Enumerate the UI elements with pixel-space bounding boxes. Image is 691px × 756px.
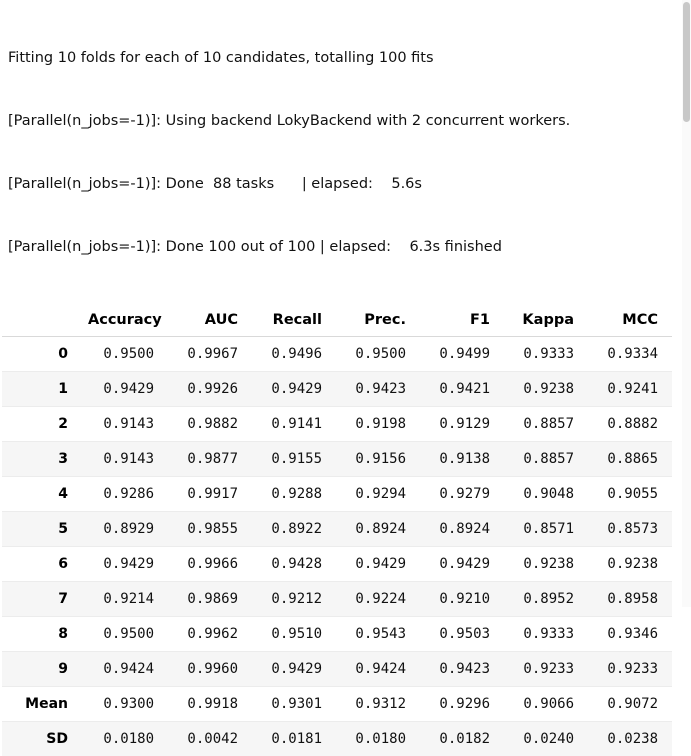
cell-f1: 0.9421 xyxy=(420,372,504,407)
cell-prec: 0.9156 xyxy=(336,442,420,477)
column-header-auc: AUC xyxy=(168,308,252,337)
cell-f1: 0.9129 xyxy=(420,407,504,442)
cell-mcc: 0.9055 xyxy=(588,477,672,512)
cell-f1: 0.9138 xyxy=(420,442,504,477)
cell-kappa: 0.8571 xyxy=(504,512,588,547)
cell-mcc: 0.0238 xyxy=(588,722,672,756)
cell-mcc: 0.8958 xyxy=(588,582,672,617)
cell-accuracy: 0.9214 xyxy=(84,582,168,617)
cell-prec: 0.8924 xyxy=(336,512,420,547)
column-header-prec: Prec. xyxy=(336,308,420,337)
cell-recall: 0.9510 xyxy=(252,617,336,652)
row-index: 7 xyxy=(2,582,84,617)
row-index: 9 xyxy=(2,652,84,687)
cell-accuracy: 0.9300 xyxy=(84,687,168,722)
cell-auc: 0.9855 xyxy=(168,512,252,547)
cell-recall: 0.0181 xyxy=(252,722,336,756)
cell-mcc: 0.9346 xyxy=(588,617,672,652)
cell-f1: 0.9499 xyxy=(420,337,504,372)
cell-accuracy: 0.9143 xyxy=(84,407,168,442)
cell-prec: 0.9294 xyxy=(336,477,420,512)
cell-f1: 0.9279 xyxy=(420,477,504,512)
cell-recall: 0.9428 xyxy=(252,547,336,582)
table-row-sd xyxy=(2,722,672,756)
log-line-1: [Parallel(n_jobs=-1)]: Using backend LokyBackend with 2 concurrent workers. xyxy=(8,111,683,132)
row-index: 1 xyxy=(2,372,84,407)
cell-prec: 0.9424 xyxy=(336,652,420,687)
table-row xyxy=(2,652,672,687)
table-body xyxy=(2,337,672,756)
column-header-kappa: Kappa xyxy=(504,308,588,337)
column-header-recall: Recall xyxy=(252,308,336,337)
column-header-accuracy: Accuracy xyxy=(84,308,168,337)
column-header-mcc: MCC xyxy=(588,308,672,337)
cell-recall: 0.9141 xyxy=(252,407,336,442)
table-row xyxy=(2,337,672,372)
parallel-log-block xyxy=(0,6,691,300)
table-row xyxy=(2,407,672,442)
cell-accuracy: 0.9429 xyxy=(84,372,168,407)
cell-auc: 0.9882 xyxy=(168,407,252,442)
cv-results-table xyxy=(2,308,672,756)
cell-auc: 0.9960 xyxy=(168,652,252,687)
cell-recall: 0.9429 xyxy=(252,372,336,407)
scrollbar-thumb[interactable] xyxy=(683,2,690,122)
cell-f1: 0.9296 xyxy=(420,687,504,722)
cell-kappa: 0.9233 xyxy=(504,652,588,687)
cell-kappa: 0.0240 xyxy=(504,722,588,756)
table-row-mean xyxy=(2,687,672,722)
cell-kappa: 0.8952 xyxy=(504,582,588,617)
table-row xyxy=(2,477,672,512)
cell-recall: 0.9301 xyxy=(252,687,336,722)
cell-accuracy: 0.0180 xyxy=(84,722,168,756)
cell-kappa: 0.9333 xyxy=(504,337,588,372)
cell-accuracy: 0.9143 xyxy=(84,442,168,477)
cell-auc: 0.9869 xyxy=(168,582,252,617)
cv-results-table-wrapper xyxy=(0,308,691,756)
cell-auc: 0.0042 xyxy=(168,722,252,756)
cell-prec: 0.9429 xyxy=(336,547,420,582)
cell-auc: 0.9962 xyxy=(168,617,252,652)
cell-f1: 0.9429 xyxy=(420,547,504,582)
cell-accuracy: 0.9286 xyxy=(84,477,168,512)
cell-kappa: 0.8857 xyxy=(504,442,588,477)
cell-auc: 0.9877 xyxy=(168,442,252,477)
cell-kappa: 0.9333 xyxy=(504,617,588,652)
cell-accuracy: 0.9424 xyxy=(84,652,168,687)
cell-auc: 0.9918 xyxy=(168,687,252,722)
cell-recall: 0.9429 xyxy=(252,652,336,687)
table-row xyxy=(2,582,672,617)
cell-recall: 0.9496 xyxy=(252,337,336,372)
cell-auc: 0.9966 xyxy=(168,547,252,582)
cell-mcc: 0.9072 xyxy=(588,687,672,722)
cell-mcc: 0.9233 xyxy=(588,652,672,687)
cell-f1: 0.9423 xyxy=(420,652,504,687)
cell-accuracy: 0.9500 xyxy=(84,337,168,372)
cell-f1: 0.9503 xyxy=(420,617,504,652)
cell-prec: 0.9312 xyxy=(336,687,420,722)
table-row xyxy=(2,617,672,652)
cell-mcc: 0.8865 xyxy=(588,442,672,477)
cell-mcc: 0.9241 xyxy=(588,372,672,407)
table-row xyxy=(2,372,672,407)
table-header-row xyxy=(2,308,672,337)
cell-kappa: 0.9238 xyxy=(504,372,588,407)
cell-recall: 0.8922 xyxy=(252,512,336,547)
table-row xyxy=(2,547,672,582)
row-index: 3 xyxy=(2,442,84,477)
row-index: Mean xyxy=(2,687,84,722)
cell-recall: 0.9212 xyxy=(252,582,336,617)
row-index: 2 xyxy=(2,407,84,442)
log-line-0: Fitting 10 folds for each of 10 candidates, totalling 100 fits xyxy=(8,48,683,69)
cell-kappa: 0.9238 xyxy=(504,547,588,582)
cell-accuracy: 0.9429 xyxy=(84,547,168,582)
cell-prec: 0.9543 xyxy=(336,617,420,652)
cell-auc: 0.9967 xyxy=(168,337,252,372)
cell-mcc: 0.8882 xyxy=(588,407,672,442)
cell-prec: 0.9423 xyxy=(336,372,420,407)
row-index: 4 xyxy=(2,477,84,512)
row-index: 8 xyxy=(2,617,84,652)
cell-f1: 0.8924 xyxy=(420,512,504,547)
table-header xyxy=(2,308,672,337)
cell-mcc: 0.9334 xyxy=(588,337,672,372)
cell-mcc: 0.8573 xyxy=(588,512,672,547)
row-index: SD xyxy=(2,722,84,756)
cell-accuracy: 0.9500 xyxy=(84,617,168,652)
cell-auc: 0.9926 xyxy=(168,372,252,407)
cell-prec: 0.9500 xyxy=(336,337,420,372)
cell-prec: 0.9224 xyxy=(336,582,420,617)
column-header-f1: F1 xyxy=(420,308,504,337)
row-index: 6 xyxy=(2,547,84,582)
cell-prec: 0.0180 xyxy=(336,722,420,756)
cell-f1: 0.0182 xyxy=(420,722,504,756)
row-index: 0 xyxy=(2,337,84,372)
column-header-index xyxy=(2,308,84,337)
cell-f1: 0.9210 xyxy=(420,582,504,617)
cell-prec: 0.9198 xyxy=(336,407,420,442)
log-line-2: [Parallel(n_jobs=-1)]: Done 88 tasks | elapsed: 5.6s xyxy=(8,174,683,195)
vertical-scrollbar[interactable] xyxy=(682,0,691,607)
cell-recall: 0.9155 xyxy=(252,442,336,477)
cell-kappa: 0.8857 xyxy=(504,407,588,442)
cell-auc: 0.9917 xyxy=(168,477,252,512)
table-row xyxy=(2,512,672,547)
cell-kappa: 0.9048 xyxy=(504,477,588,512)
row-index: 5 xyxy=(2,512,84,547)
table-row xyxy=(2,442,672,477)
cell-kappa: 0.9066 xyxy=(504,687,588,722)
log-line-3: [Parallel(n_jobs=-1)]: Done 100 out of 100 | elapsed: 6.3s finished xyxy=(8,237,683,258)
cell-recall: 0.9288 xyxy=(252,477,336,512)
cell-accuracy: 0.8929 xyxy=(84,512,168,547)
cell-mcc: 0.9238 xyxy=(588,547,672,582)
